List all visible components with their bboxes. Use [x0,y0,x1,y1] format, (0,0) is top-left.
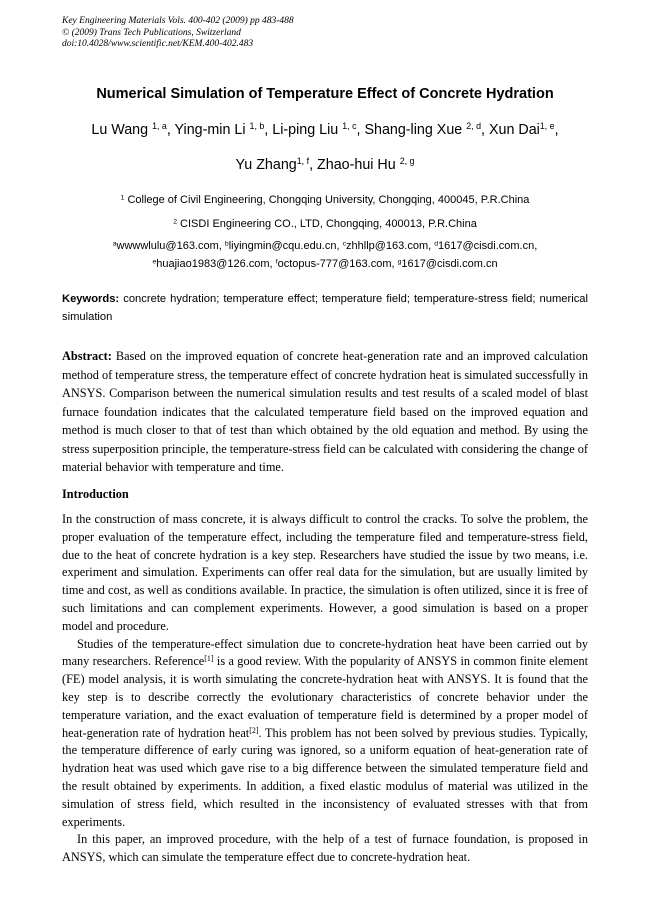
email-key: f [275,258,278,266]
author-name: Xun Dai [488,122,540,138]
copyright-line: © (2009) Trans Tech Publications, Switzerland [62,27,241,38]
author-name: Shang-ling Xue [364,122,463,138]
author-name: Zhao-hui Hu [317,157,396,173]
email-key: a [112,240,117,248]
author-affiliation-mark: 1, b [249,121,265,132]
email-address: 1617@cisdi.com.cn [438,240,535,252]
affiliation-text: College of Civil Engineering, Chongqing University, Chongqing, 400045, P.R.China [127,194,530,206]
paragraph: In this paper, an improved procedure, with the help of a test of furnace foundation, is proposed in ANSYS, which can simulate the temperature effect due to concrete-hydration heat. [62,832,588,865]
doi-line: doi:10.4028/www.scientific.net/KEM.400-402.483 [62,39,254,49]
journal-citation: Key Engineering Materials Vols. 400-402 (2009) pp 483-488 [62,16,294,26]
email-address: 1617@cisdi.com.cn [401,258,498,270]
author-name: Li-ping Liu [272,122,339,138]
author-affiliation-mark: 1, c [342,121,357,132]
journal-header [62,16,294,51]
email-key: c [342,240,347,248]
email-key: d [434,240,439,248]
keywords-text: concrete hydration; temperature effect; temperature field; temperature-stress field; numerical simulation [62,293,589,323]
email-line-2: $^e$huajiao1983@126.com, $^f$octopus-777@163.com, $^g$1617@cisdi.com.cn [152,258,498,270]
introduction-body [62,511,588,867]
author-line-1: Lu Wang $^{1, a}$, Ying-min Li $^{1, b}$, Li-ping Liu $^{1, c}$, Shang-ling Xue $^{2, d}$, Xun Dai$^{1, e}$, [91,121,559,138]
email-address: huajiao1983@126.com [156,258,270,270]
paragraph-text: Studies of the temperature-effect simulation due to concrete-hydration heat have been carried out by many researchers. Reference [62,636,588,669]
affiliation-1 [0,194,650,206]
section-heading-introduction: Introduction [62,487,129,501]
author-affiliation-mark: 2, g [399,156,415,167]
citation-reference[interactable]: [2] [249,725,259,735]
paragraph: In the construction of mass concrete, it is always difficult to control the cracks. To solve the problem, the proper evaluation of the temperature effect, including the temperature filed and temperature-stress field, due to the heat of concrete hydration is a key step. Researchers have studied the issue by two means, i.e. experiment and simulation. Experiments can offer real data for the simulation, but are usually limited by time and cost, as well as conditions available. In practice, the simulation is often utilized, since it is free of such limitations and can complement experiments. However, a good simulation is based on a proper model and procedure. [62,512,588,633]
author-affiliation-mark: 2, d [466,121,481,132]
email-address: liyingmin@cqu.edu.cn [228,240,337,252]
affiliation-text: CISDI Engineering CO., LTD, Chongqing, 400013, P.R.China [180,218,477,230]
affiliation-2 [0,218,650,230]
author-name: Yu Zhang [235,157,297,173]
email-key: g [397,258,402,266]
abstract [62,347,588,477]
author-affiliation-mark: 1, e [539,121,555,132]
paragraph-text: is a good review. With the popularity of ANSYS in common finite element (FE) model analysis, it is worth simulating the concrete-hydration heat with ANSYS. It is found that the key step is to describe correctly the evolutionary characteristics of concrete behavior under the temperature variation, and the exact evaluation of temperature field is determined by a proper model of heat-generation rate of hydration heat [62,654,589,740]
affiliation-number: 2 [173,218,177,226]
email-key: b [224,240,229,248]
email-address: wwwwlulu@163.com [116,240,219,252]
email-address: zhhllp@163.com [346,240,429,252]
citation-reference[interactable]: [1] [204,654,214,664]
abstract-text: Based on the improved equation of concrete heat-generation rate and an improved calculation method of temperature stress, the temperature effect of concrete hydration heat is simulated successfully in ANSYS. Comparison between the numerical simulation results and test results of a scaled model of blast furnace foundation indicates that the calculated temperature field based on the improved equation and method is much closer to that of test than which obtained by the old equation and method. By using the stress superposition principle, the temperature-stress field can be calculated with considering the change of material behavior with temperature and time. [62,349,588,474]
email-line-1: $^a$wwwwlulu@163.com, $^b$liyingmin@cqu.edu.cn, $^c$zhhllp@163.com, $^d$1617@cisdi.com.cn, [112,240,538,252]
paragraph-text: . This problem has not been solved by previous studies. Typically, the temperature difference of early curing was ignored, so a uniform equation of heat-generation rate of hydration heat was used which gave rise to a big difference between the simulated temperature field and the result obtained by experiments. In addition, a fixed elastic modulus of material was utilized in the simulation of stress field, which resulted in the inconsistency of evaluated stresses with that from experiments. [62,725,588,829]
paper-title: Numerical Simulation of Temperature Effect of Concrete Hydration [96,86,554,102]
author-affiliation-mark: 1, a [152,121,167,132]
keywords [62,291,588,326]
author-affiliation-mark: 1, f [296,156,310,167]
paragraph [62,636,588,832]
abstract-label: Abstract: [62,349,112,363]
affiliation-number: 1 [120,194,125,202]
keywords-label: Keywords: [62,293,120,305]
author-line-2: Yu Zhang$^{1, f}$, Zhao-hui Hu $^{2, g}$ [235,156,415,173]
author-name: Ying-min Li [174,122,246,138]
author-name: Lu Wang [91,122,149,138]
email-key: e [152,258,157,266]
email-address: octopus-777@163.com [277,258,392,270]
